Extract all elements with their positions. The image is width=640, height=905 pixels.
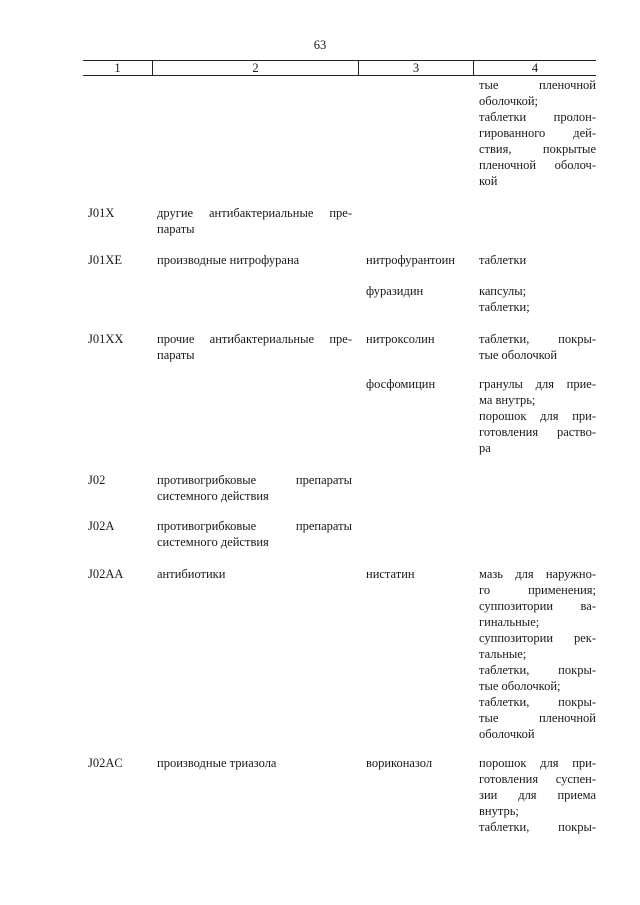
group-line: производные нитрофурана <box>157 253 300 267</box>
table-row <box>0 205 640 236</box>
group-line: противогрибковые препараты <box>157 519 352 533</box>
dosage-form-line: таблетки, покры- <box>479 820 596 834</box>
table-row <box>0 252 640 268</box>
drug-name: фосфомицин <box>366 377 436 391</box>
atc-code: J02A <box>88 519 115 533</box>
dosage-form-cell <box>479 77 596 189</box>
group-line: параты <box>157 348 195 362</box>
atc-code: J02AC <box>88 756 123 770</box>
table-row <box>0 566 640 741</box>
page-number: 63 <box>313 38 327 52</box>
dosage-form-line: суппозитории ва- <box>479 599 596 613</box>
group-line: параты <box>157 222 195 236</box>
dosage-form-line: таблетки <box>479 253 527 267</box>
dosage-form-line: таблетки, покры- <box>479 663 596 677</box>
dosage-form-line: зии для приема <box>479 788 596 802</box>
drug-name-cell <box>366 566 474 582</box>
dosage-form-line: порошок для при- <box>479 409 596 423</box>
dosage-form-line: ствия, покрытые <box>479 142 596 156</box>
dosage-form-cell <box>479 283 596 315</box>
group-cell <box>157 252 352 268</box>
dosage-form-line: ра <box>479 441 491 455</box>
atc-code-cell <box>88 755 150 771</box>
drug-name-cell <box>366 755 474 771</box>
table-header <box>83 60 596 76</box>
dosage-form-line: пленочной оболоч- <box>479 158 596 172</box>
group-cell <box>157 566 352 582</box>
group-line: противогрибковые препараты <box>157 473 352 487</box>
dosage-form-line: тые оболочкой; <box>479 679 561 693</box>
header-col-1: 1 <box>114 61 121 75</box>
dosage-form-line: таблетки; <box>479 300 530 314</box>
atc-code-cell <box>88 205 150 221</box>
table-row <box>0 77 640 188</box>
group-line: производные триазола <box>157 756 277 770</box>
atc-code-cell <box>88 472 150 488</box>
table-row <box>0 283 640 314</box>
atc-code: J01XX <box>88 332 124 346</box>
atc-code: J02AA <box>88 567 124 581</box>
dosage-form-line: готовления суспен- <box>479 772 596 786</box>
dosage-form-line: гранулы для прие- <box>479 377 596 391</box>
dosage-form-line: тые пленочной <box>479 711 596 725</box>
header-col-3: 3 <box>358 61 473 75</box>
atc-code: J01XE <box>88 253 123 267</box>
group-cell <box>157 755 352 771</box>
group-line: системного действия <box>157 535 269 549</box>
drug-name-cell <box>366 283 474 299</box>
table-row <box>0 376 640 455</box>
group-line: системного действия <box>157 489 269 503</box>
drug-name-cell <box>366 331 474 347</box>
dosage-form-line: капсулы; <box>479 284 527 298</box>
group-cell <box>157 205 352 237</box>
dosage-form-line: кой <box>479 174 498 188</box>
group-line: антибиотики <box>157 567 226 581</box>
group-line: другие антибактериальные пре- <box>157 206 352 220</box>
atc-code-cell <box>88 518 150 534</box>
atc-code-cell <box>88 331 150 347</box>
dosage-form-line: тые пленочной <box>479 78 596 92</box>
dosage-form-cell <box>479 566 596 742</box>
dosage-form-line: таблетки пролон- <box>479 110 596 124</box>
dosage-form-line: суппозитории рек- <box>479 631 596 645</box>
dosage-form-line: го применения; <box>479 583 596 597</box>
dosage-form-line: готовления раство- <box>479 425 596 439</box>
dosage-form-cell <box>479 376 596 456</box>
atc-code-cell <box>88 252 150 268</box>
dosage-form-line: ма внутрь; <box>479 393 536 407</box>
drug-name: нистатин <box>366 567 415 581</box>
dosage-form-line: внутрь; <box>479 804 519 818</box>
drug-name: нитрофурантоин <box>366 253 455 267</box>
dosage-form-line: тальные; <box>479 647 527 661</box>
table-row <box>0 755 640 834</box>
group-cell <box>157 331 352 363</box>
dosage-form-line: гированного дей- <box>479 126 596 140</box>
drug-name: вориконазол <box>366 756 433 770</box>
atc-code: J01X <box>88 206 115 220</box>
drug-name: нитроксолин <box>366 332 435 346</box>
atc-code-cell <box>88 566 150 582</box>
dosage-form-line: оболочкой; <box>479 94 538 108</box>
dosage-form-line: порошок для при- <box>479 756 596 770</box>
dosage-form-line: оболочкой <box>479 727 535 741</box>
header-col-2: 2 <box>152 61 358 75</box>
dosage-form-cell <box>479 755 596 835</box>
group-cell <box>157 518 352 550</box>
dosage-form-line: гинальные; <box>479 615 540 629</box>
header-col-4: 4 <box>473 61 596 75</box>
drug-name-cell <box>366 376 474 392</box>
dosage-form-cell <box>479 331 596 363</box>
dosage-form-line: таблетки, покры- <box>479 695 596 709</box>
drug-name-cell <box>366 252 474 268</box>
table-row <box>0 472 640 503</box>
dosage-form-line: тые оболочкой <box>479 348 558 362</box>
group-line: прочие антибактериальные пре- <box>157 332 352 346</box>
dosage-form-line: таблетки, покры- <box>479 332 596 346</box>
dosage-form-line: мазь для наружно- <box>479 567 596 581</box>
group-cell <box>157 472 352 504</box>
dosage-form-cell <box>479 252 596 268</box>
table-row <box>0 331 640 362</box>
atc-code: J02 <box>88 473 106 487</box>
table-row <box>0 518 640 549</box>
drug-name: фуразидин <box>366 284 424 298</box>
